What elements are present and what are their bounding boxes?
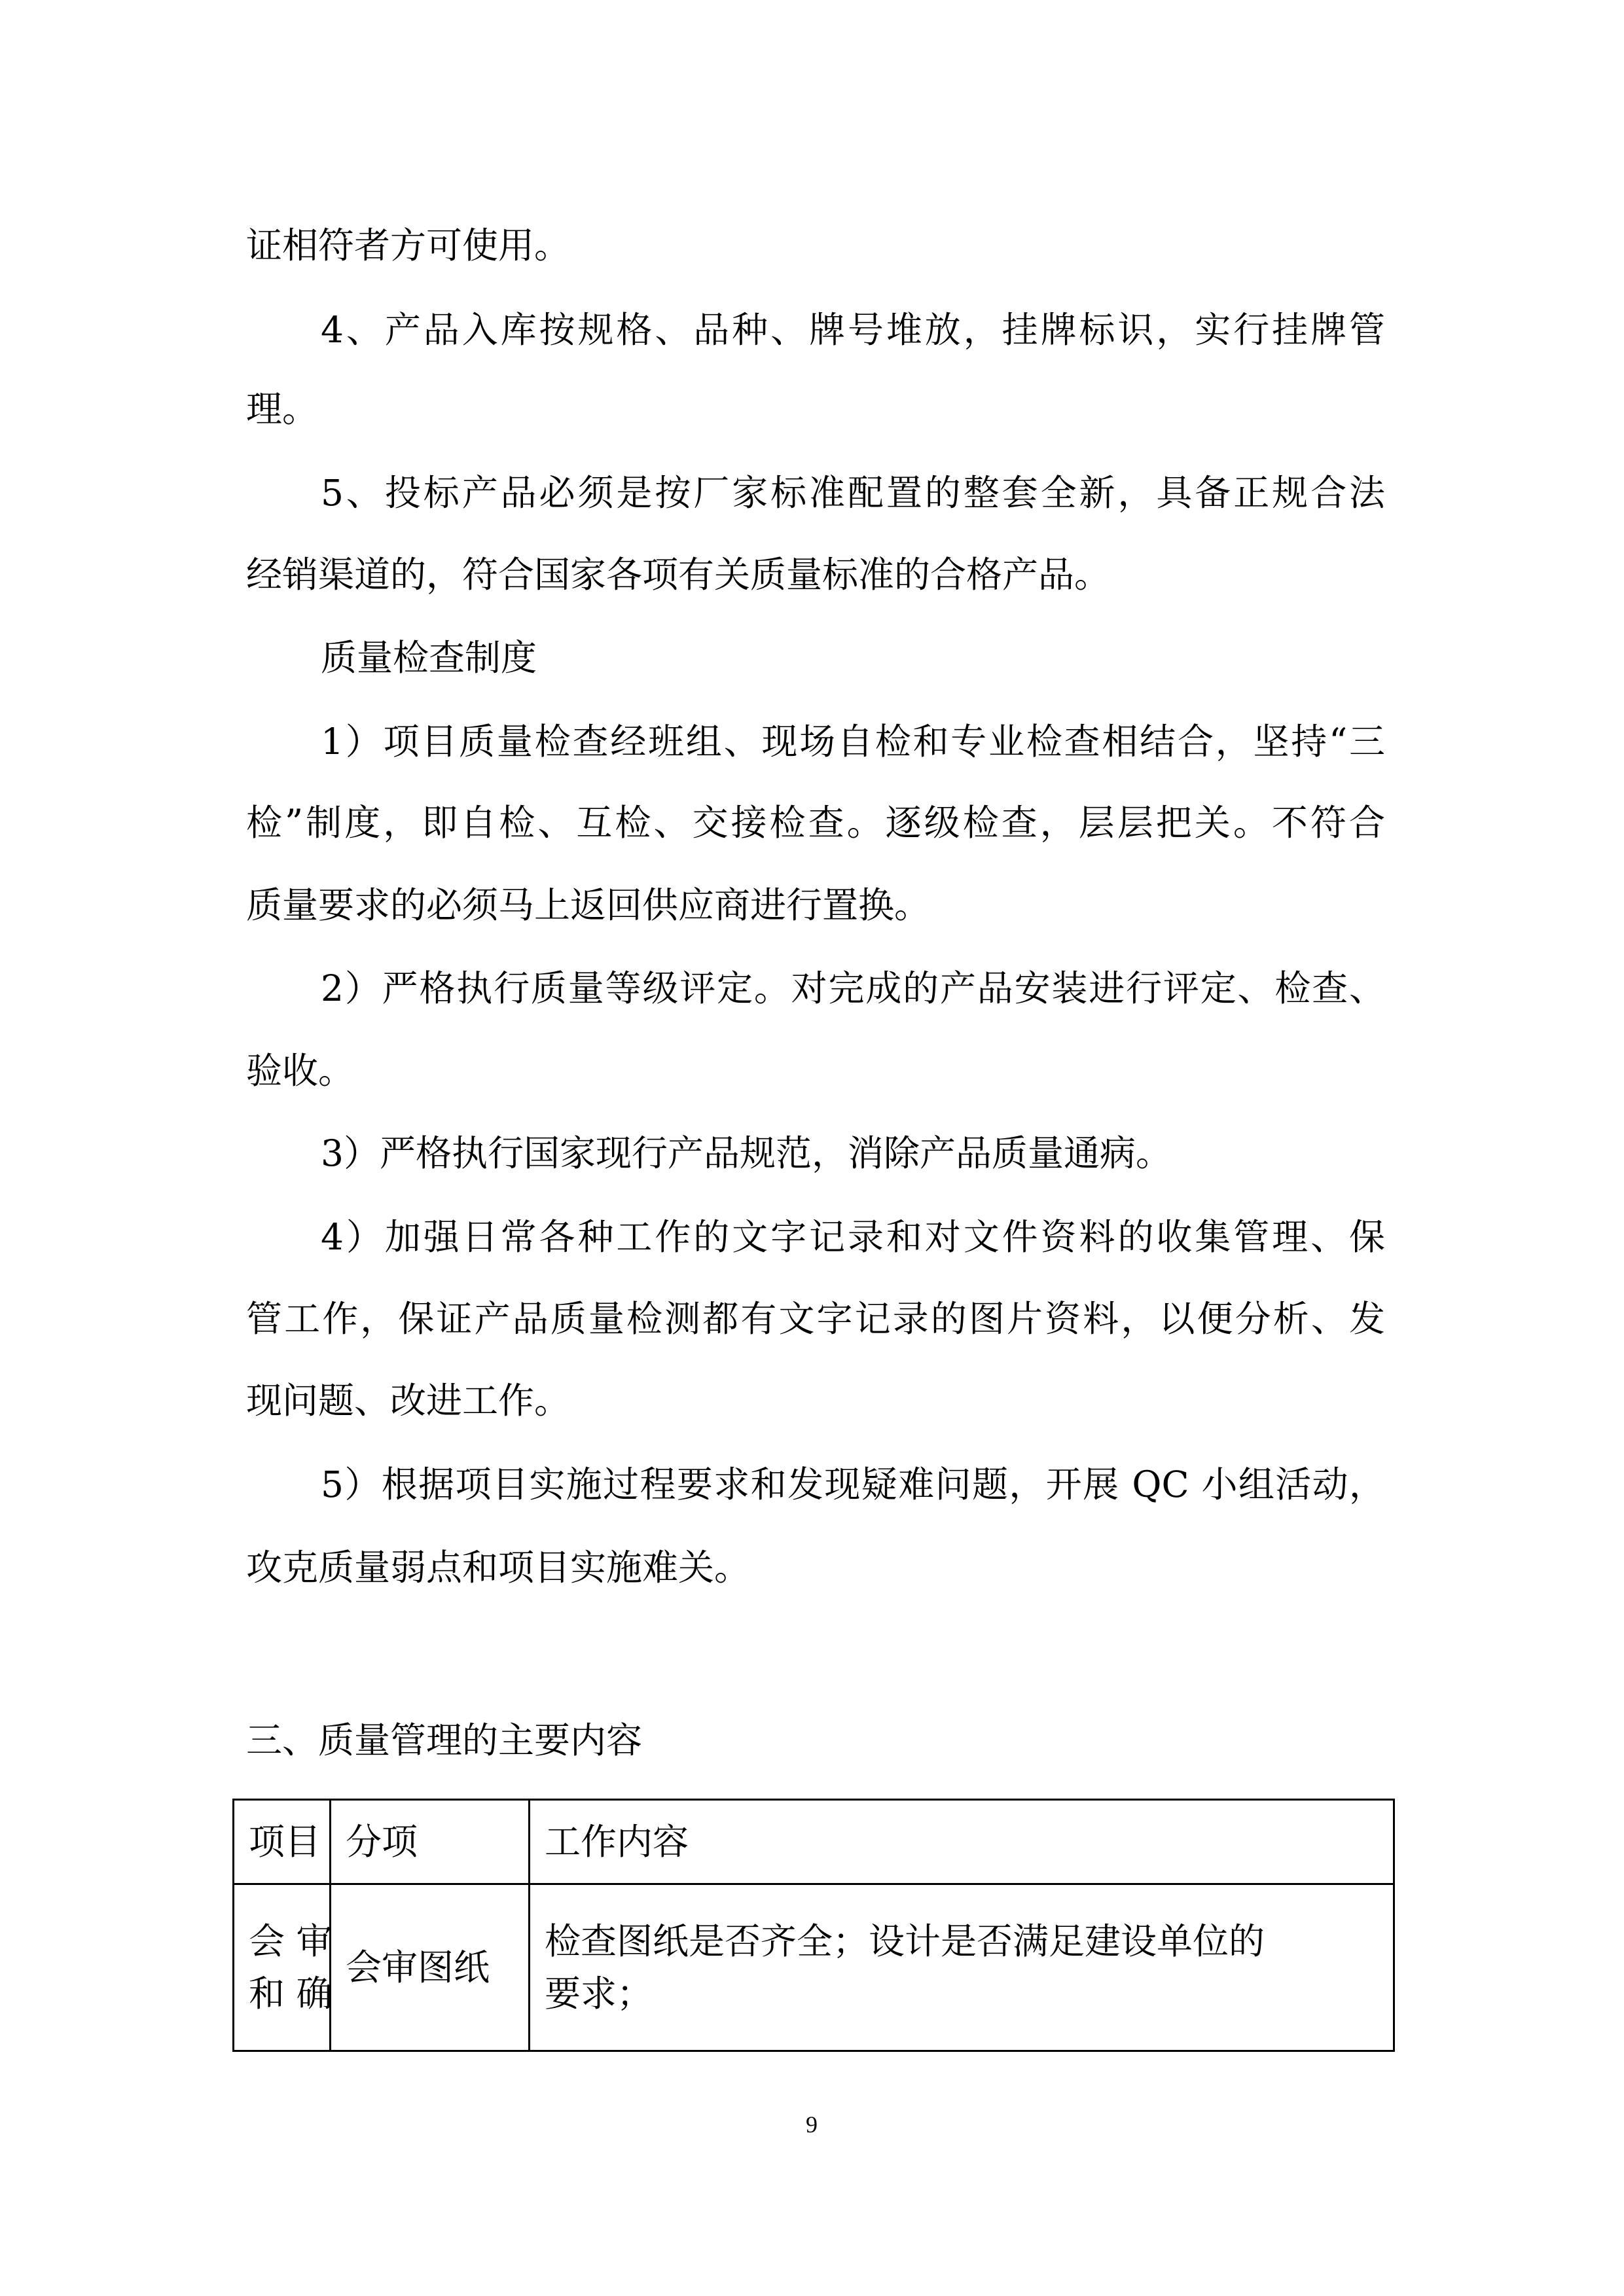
header-cell-subitem: 分项: [331, 1800, 530, 1884]
page-number: 9: [806, 2111, 818, 2138]
table-row: [234, 1884, 1394, 2051]
body-line: 现问题、改进工作。: [246, 1380, 571, 1422]
cell-item-line: 会 审: [249, 1920, 333, 1962]
subsection-heading: 质量检查制度: [321, 637, 537, 679]
body-line: 理。: [246, 388, 319, 430]
quality-management-table: [232, 1799, 1395, 2052]
body-line: 2）严格执行质量等级评定。对完成的产品安装进行评定、检查、: [321, 967, 1385, 1009]
cell-item-line: 和 确: [249, 1973, 333, 2015]
cell-content-line: 要求；: [545, 1973, 653, 2015]
cell-content-line: 检查图纸是否齐全；设计是否满足建设单位的: [545, 1920, 1265, 1962]
body-line: 管工作，保证产品质量检测都有文字记录的图片资料，以便分析、发: [246, 1298, 1385, 1340]
body-line: 质量要求的必须马上返回供应商进行置换。: [246, 884, 931, 926]
body-line: 5）根据项目实施过程要求和发现疑难问题，开展 QC 小组活动，: [321, 1463, 1385, 1505]
cell-subitem: 会审图纸: [331, 1884, 530, 2051]
body-line: 3）严格执行国家现行产品规范，消除产品质量通病。: [321, 1132, 1172, 1174]
body-line: 检”制度，即自检、互检、交接检查。逐级检查，层层把关。不符合: [246, 802, 1385, 844]
body-line: 4、产品入库按规格、品种、牌号堆放，挂牌标识，实行挂牌管: [321, 309, 1385, 351]
body-line: 4）加强日常各种工作的文字记录和对文件资料的收集管理、保: [321, 1216, 1385, 1258]
body-line: 证相符者方可使用。: [246, 224, 571, 266]
body-line: 1）项目质量检查经班组、现场自检和专业检查相结合，坚持“三: [321, 721, 1385, 762]
section-heading: 三、质量管理的主要内容: [246, 1719, 643, 1761]
body-line: 5、投标产品必须是按厂家标准配置的整套全新，具备正规合法: [321, 472, 1385, 514]
cell-content: [530, 1884, 1394, 2051]
header-cell-content: 工作内容: [530, 1800, 1394, 1884]
cell-item: [234, 1884, 331, 2051]
header-cell-item: 项目: [234, 1800, 331, 1884]
body-line: 经销渠道的，符合国家各项有关质量标准的合格产品。: [246, 554, 1111, 596]
table-header-row: [234, 1800, 1394, 1884]
body-line: 验收。: [246, 1050, 355, 1092]
body-line: 攻克质量弱点和项目实施难关。: [246, 1547, 751, 1588]
